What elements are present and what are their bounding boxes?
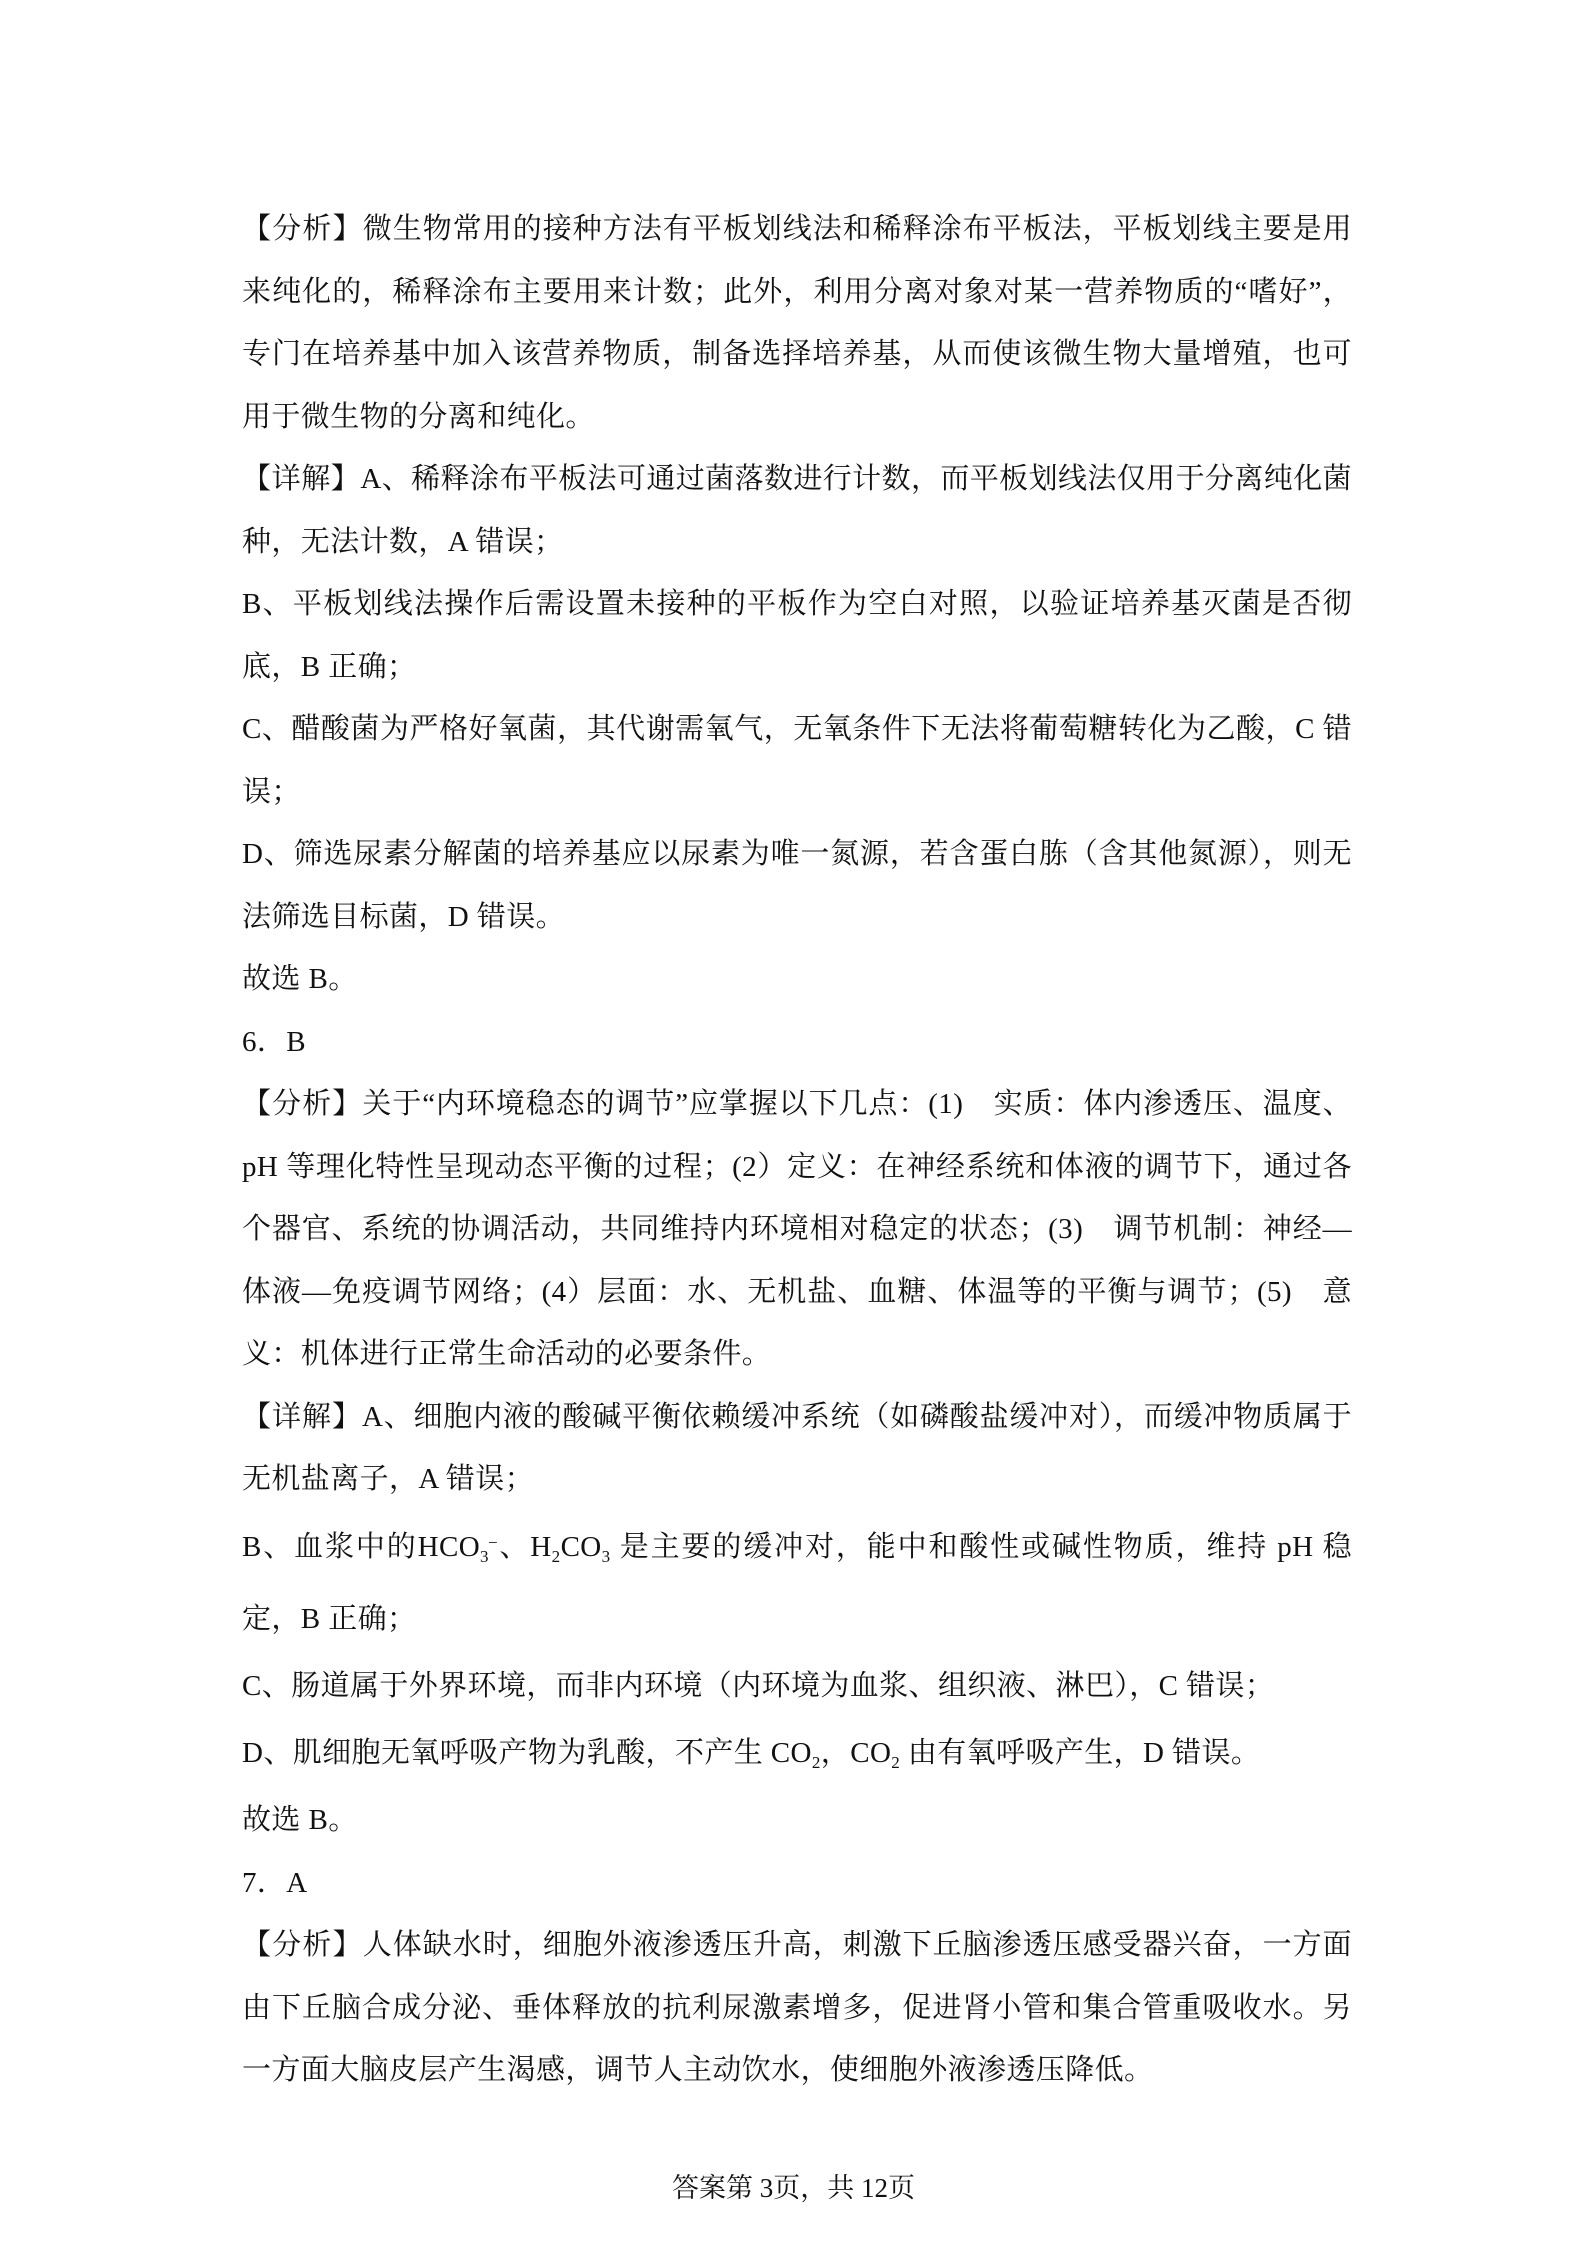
paragraph-option-6c: C、肠道属于外界环境，而非内环境（内环境为血浆、组织液、淋巴），C 错误；	[242, 1669, 1275, 1702]
analysis-tag: 【分析】	[242, 1929, 363, 1961]
analysis-text: 微生物常用的接种方法有平板划线法和稀释涂布平板法，平板划线主要是用来纯化的，稀释涂布主要用来计数；此外，利用分离对象对某一营养物质的“嗜好”，专门在培养基中加入该营养物质，制备选择培养基，从而使该微生物大量增殖，也可用于微生物的分离和纯化。	[242, 213, 1352, 433]
detail-text: A、稀释涂布平板法可通过菌落数进行计数，而平板划线法仅用于分离纯化菌种，无法计数，A 错误；	[242, 463, 1352, 558]
analysis-tag: 【分析】	[242, 213, 363, 245]
paragraph-detail-5a	[242, 448, 1352, 573]
paragraph-conclusion-5: 故选 B。	[242, 963, 358, 995]
detail-tag: 【详解】	[242, 463, 361, 495]
paragraph-analysis-5	[242, 198, 1352, 448]
analysis-tag: 【分析】	[242, 1088, 363, 1120]
page-footer: 答案第 3页，共 12页	[672, 2173, 915, 2203]
question-7-answer: 7．A	[242, 1866, 308, 1899]
paragraph-conclusion-6: 故选 B。	[242, 1804, 358, 1836]
paragraph-option-6d: D、肌细胞无氧呼吸产物为乳酸，不产生 $CO_2$，$CO_2$ 由有氧呼吸产生，D 错误。	[242, 1737, 1261, 1772]
analysis-text: 关于“内环境稳态的调节”应掌握以下几点：(1) 实质：体内渗透压、温度、pH 等理化特性呈现动态平衡的过程；(2）定义：在神经系统和体液的调节下，通过各个器官、系统的协调活动，共同维持内环境相对稳定的状态；(3) 调节机制：神经—体液—免疫调节网络；(4）层面：水、无机盐、血糖、体温等的平衡与调节；(5) 意义：机体进行正常生命活动的必要条件。	[242, 1088, 1352, 1370]
paragraph-option-6b: B、血浆中的$HCO_3^-$、$H_2CO_3$ 是主要的缓冲对，能中和酸性或碱性物质，维持 pH 稳定，B 正确；	[242, 1530, 1352, 1635]
paragraph-analysis-6	[242, 1073, 1352, 1386]
bicarbonate-formula: $HCO_3^-$	[417, 1530, 498, 1566]
detail-text: A、细胞内液的酸碱平衡依赖缓冲系统（如磷酸盐缓冲对），而缓冲物质属于无机盐离子，A 错误；	[242, 1400, 1353, 1495]
analysis-text: 人体缺水时，细胞外液渗透压升高，刺激下丘脑渗透压感受器兴奋，一方面由下丘脑合成分泌、垂体释放的抗利尿激素增多，促进肾小管和集合管重吸收水。另一方面大脑皮层产生渴感，调节人主动饮水，使细胞外液渗透压降低。	[242, 1929, 1352, 2086]
detail-tag: 【详解】	[242, 1400, 362, 1433]
paragraph-option-5b: B、平板划线法操作后需设置未接种的平板作为空白对照，以验证培养基灭菌是否彻底，B 正确；	[242, 588, 1352, 683]
answer-content	[242, 198, 1352, 2102]
paragraph-option-5c: C、醋酸菌为严格好氧菌，其代谢需氧气，无氧条件下无法将葡萄糖转化为乙酸，C 错误；	[242, 713, 1352, 808]
paragraph-option-5d: D、筛选尿素分解菌的培养基应以尿素为唯一氮源，若含蛋白胨（含其他氮源），则无法筛选目标菌，D 错误。	[242, 838, 1352, 933]
paragraph-detail-6a	[242, 1386, 1352, 1511]
paragraph-analysis-7	[242, 1914, 1352, 2102]
question-6-answer: 6．B	[242, 1025, 307, 1058]
